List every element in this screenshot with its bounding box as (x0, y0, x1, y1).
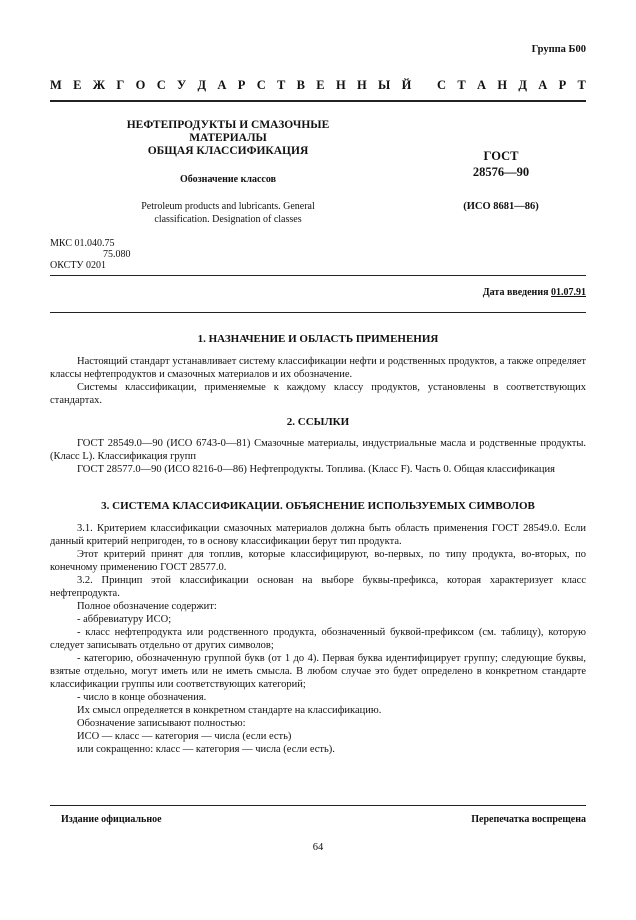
banner-letter: Ы (378, 78, 391, 92)
banner-letter: У (177, 78, 187, 92)
english-title-line-2: classification. Designation of classes (154, 214, 302, 225)
banner-letter: Т (457, 78, 466, 92)
mks-code: МКС 01.040.75 (50, 238, 115, 249)
section-3-paragraph-3: 3.2. Принцип этой классификации основан на выборе буквы-префикса, которая характеризует класс нефтепродукта. (50, 575, 586, 599)
list-item: - число в конце обозначения. (77, 692, 207, 703)
banner-letter: Н (497, 78, 508, 92)
banner-letter: Т (277, 78, 286, 92)
section-2-paragraph-1: ГОСТ 28549.0—90 (ИСО 6743-0—81) Смазочные материалы, индустриальные масла и родственные продукты. (Класс L). Классификация групп (50, 438, 586, 462)
banner-letter: А (538, 78, 548, 92)
banner-letter: Н (356, 78, 367, 92)
banner-letter: Г (116, 78, 125, 92)
classification-codes (50, 238, 131, 271)
banner-letter: О (135, 78, 146, 92)
introduction-date-value: 01.07.91 (551, 287, 586, 298)
title-line-2: МАТЕРИАЛЫ (189, 132, 267, 144)
banner-letter: Н (335, 78, 346, 92)
banner-letter: А (217, 78, 227, 92)
interstate-standard-banner (50, 78, 586, 93)
banner-letter: Д (197, 78, 207, 92)
list-item: - категорию, обозначенную группой букв (от 1 до 4). Первая буква идентифицирует группу; следующие буквы, взятые отдельно, могут иметь или не иметь смысла. В любом случае это будет определено в конкретном стандарте классификации группы или соответствующих категорий; (50, 653, 586, 690)
mks-code-2: 75.080 (103, 249, 131, 260)
banner-letter: Р (237, 78, 246, 92)
english-title (112, 200, 344, 226)
okstu-code: ОКСТУ 0201 (50, 260, 107, 271)
banner-letter: М (50, 78, 62, 92)
header-rule (50, 100, 586, 102)
banner-letter: Е (73, 78, 82, 92)
page-number: 64 (312, 842, 324, 853)
banner-letter: Т (577, 78, 586, 92)
banner-letter: В (296, 78, 305, 92)
footer-rule (50, 805, 586, 806)
banner-letter: С (156, 78, 166, 92)
banner-letter: Е (316, 78, 325, 92)
banner-letter: Й (401, 78, 412, 92)
section-3-paragraph-8: или сокращенно: класс — категория — числа (если есть). (77, 744, 335, 755)
section-2-paragraph-2: ГОСТ 28577.0—90 (ИСО 8216-0—86) Нефтепродукты. Топлива. (Класс F). Часть 0. Общая классификация (77, 464, 555, 475)
section-1-paragraph-1: Настоящий стандарт устанавливает систему классификации нефти и родственных продуктов, а также определяет классы нефтепродуктов и смазочных материалов и их обозначение. (50, 356, 586, 380)
section-2 (50, 416, 586, 476)
codes-rule (50, 275, 586, 276)
reprint-prohibited-note: Перепечатка воспрещена (471, 814, 586, 825)
section-3 (50, 500, 586, 756)
banner-letter (423, 78, 426, 93)
section-2-heading: 2. ССЫЛКИ (286, 416, 350, 428)
introduction-date-label: Дата введения (482, 287, 549, 298)
banner-letter: С (437, 78, 447, 92)
banner-letter: Ж (92, 78, 106, 92)
banner-letter: А (477, 78, 487, 92)
official-edition-note: Издание официальное (61, 814, 162, 825)
intro-rule (50, 312, 586, 313)
section-3-paragraph-5: Их смысл определяется в конкретном стандарте на классификацию. (77, 705, 382, 716)
banner-letter: Р (558, 78, 567, 92)
gost-designation (440, 148, 562, 180)
iso-equivalent: (ИСО 8681—86) (463, 201, 539, 212)
gost-label: ГОСТ (483, 149, 519, 163)
list-item: - аббревиатуру ИСО; (77, 614, 172, 625)
introduction-date (483, 287, 586, 298)
section-1 (50, 333, 586, 407)
section-1-paragraph-2: Системы классификации, применяемые к каждому классу продуктов, установлены в соответствующих стандартах. (50, 382, 586, 406)
section-3-paragraph-6: Обозначение записывают полностью: (77, 718, 246, 729)
list-item: - класс нефтепродукта или родственного продукта, обозначенный буквой-префиксом (см. таблицу), которую следует записывать отдельно от других символов; (50, 627, 586, 651)
section-3-paragraph-2: Этот критерий принят для топлив, которые классифицируют, во-первых, по типу продукта, во-вторых, по конечному применению ГОСТ 28577.0. (50, 549, 586, 573)
banner-letter: Д (518, 78, 527, 92)
english-title-line-1: Petroleum products and lubricants. General (141, 201, 315, 212)
document-subtitle: Обозначение классов (180, 174, 276, 185)
gost-number: 28576—90 (472, 165, 530, 179)
title-line-3: ОБЩАЯ КЛАССИФИКАЦИЯ (147, 145, 309, 157)
banner-letter: С (256, 78, 266, 92)
title-line-1: НЕФТЕПРОДУКТЫ И СМАЗОЧНЫЕ (126, 119, 330, 131)
group-code: Группа Б00 (531, 44, 586, 55)
document-title (112, 119, 344, 158)
section-1-heading: 1. НАЗНАЧЕНИЕ И ОБЛАСТЬ ПРИМЕНЕНИЯ (197, 333, 439, 345)
section-3-paragraph-7: ИСО — класс — категория — числа (если есть) (77, 731, 292, 742)
section-3-paragraph-1: 3.1. Критерием классификации смазочных материалов должна быть область применения ГОСТ 28549.0. Если данный критерий непригоден, то в основу классификации берут тип продукта. (50, 523, 586, 547)
section-3-paragraph-4: Полное обозначение содержит: (77, 601, 217, 612)
section-3-heading: 3. СИСТЕМА КЛАССИФИКАЦИИ. ОБЪЯСНЕНИЕ ИСПОЛЬЗУЕМЫХ СИМВОЛОВ (101, 500, 535, 512)
